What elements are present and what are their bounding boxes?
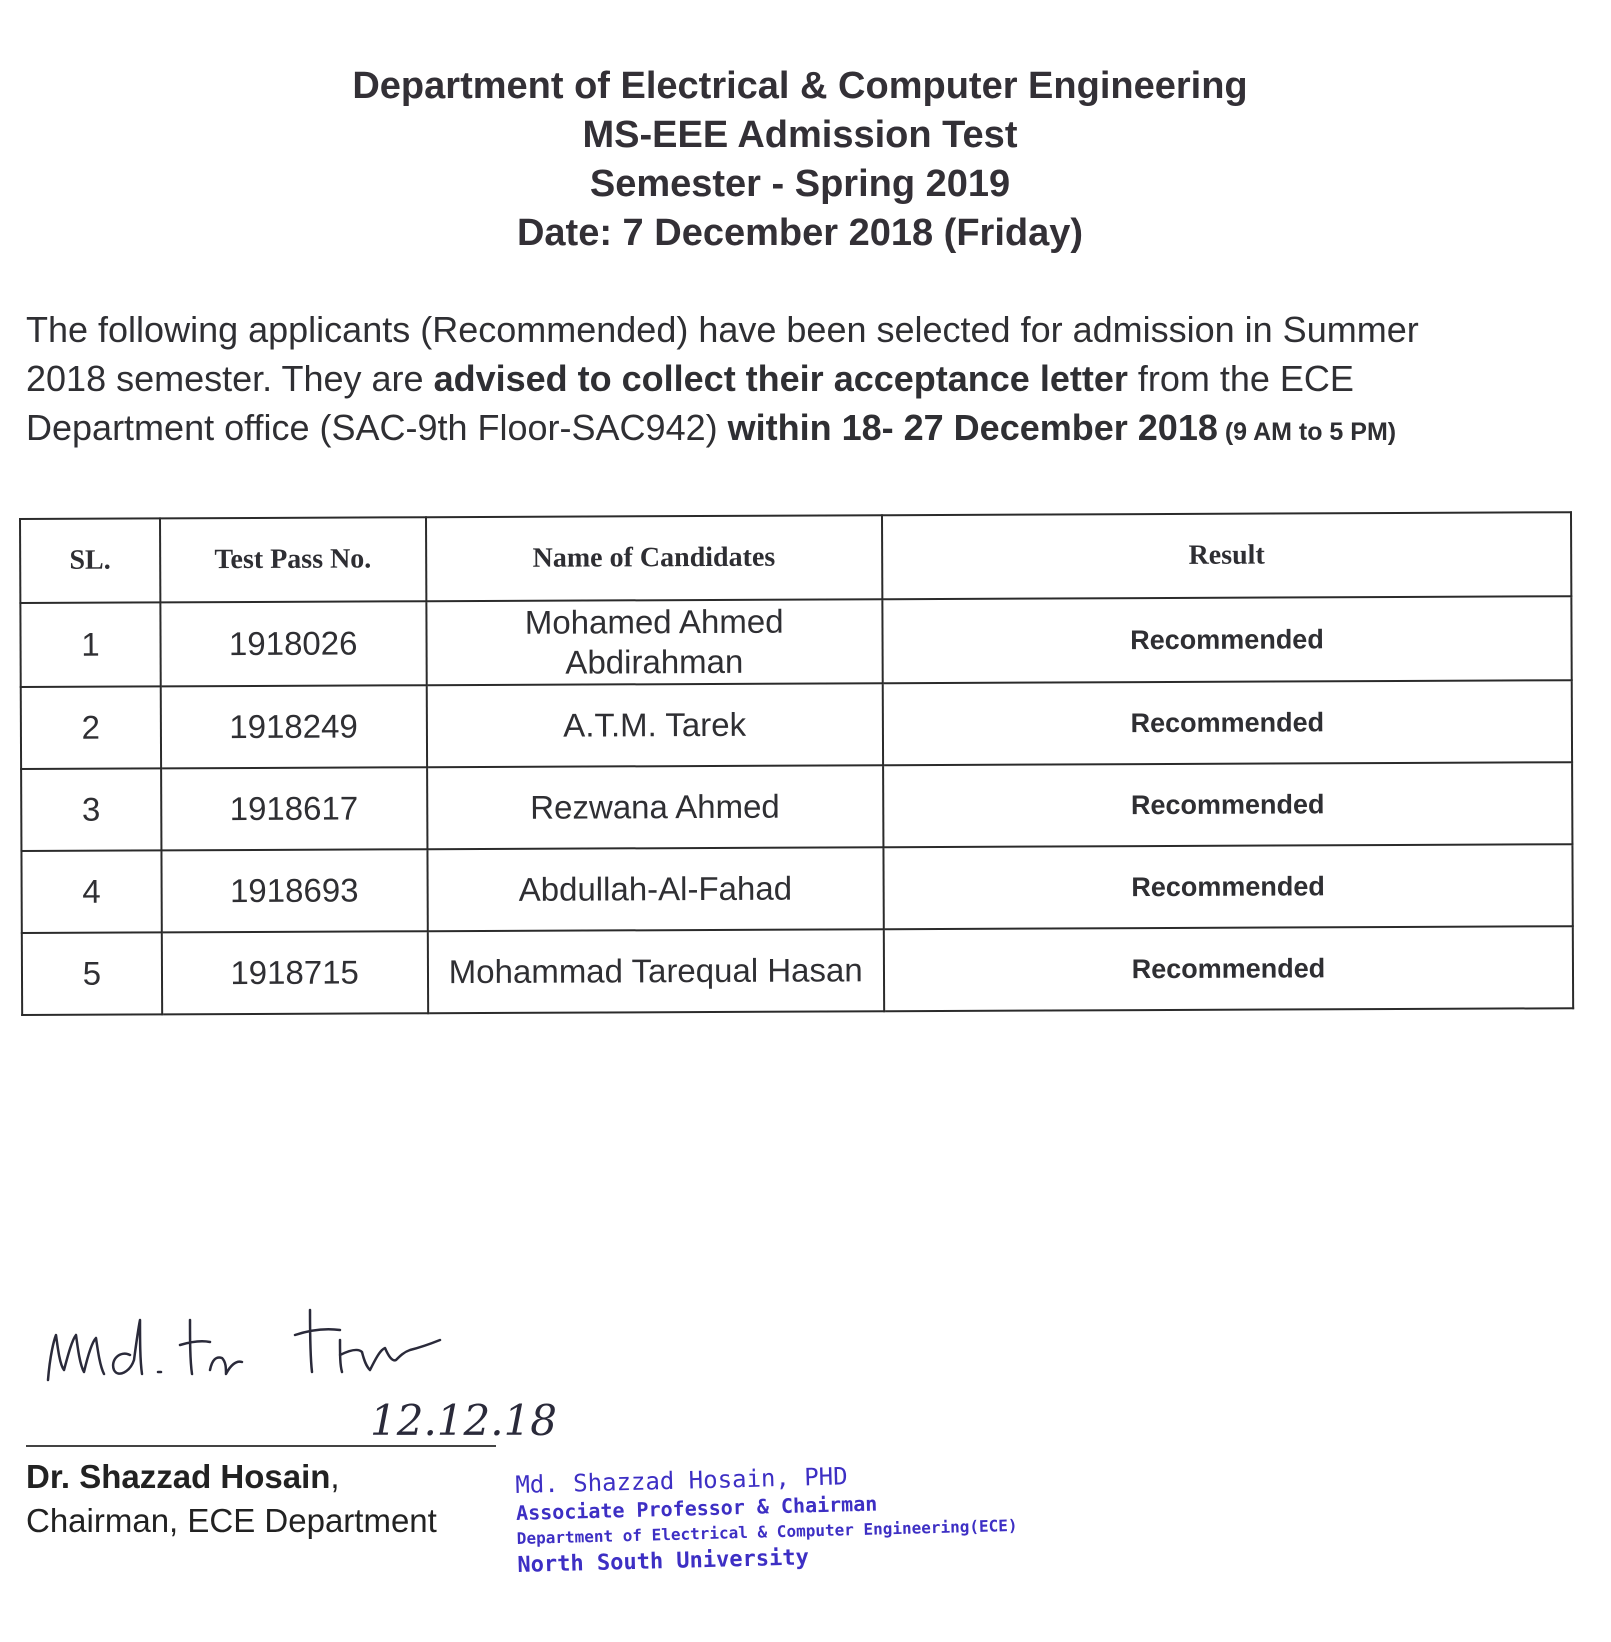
table-header-row: [20, 512, 1571, 603]
cell-sl: 1: [20, 602, 160, 687]
column-header-name: Name of Candidates: [426, 515, 883, 601]
table-row: [21, 844, 1572, 933]
document-header: [300, 62, 1300, 258]
intro-line-2: [26, 354, 1596, 403]
cell-test-pass: 1918715: [162, 931, 428, 1014]
cell-result: Recommended: [883, 762, 1572, 847]
cell-name: Rezwana Ahmed: [427, 765, 884, 849]
intro-text: from the ECE: [1127, 358, 1354, 399]
signer-name: Dr. Shazzad Hosain,: [26, 1458, 340, 1495]
stamp-university: North South University: [517, 1545, 810, 1578]
stamp-name: Md. Shazzad Hosain, PHD: [515, 1462, 848, 1499]
cell-name: [426, 599, 883, 685]
cell-test-pass: 1918617: [161, 767, 427, 850]
column-header-test-pass: Test Pass No.: [160, 517, 426, 602]
date-title: Date: 7 December 2018 (Friday): [516, 212, 1084, 254]
table-row: [21, 762, 1572, 851]
cell-sl: 2: [21, 686, 161, 769]
test-title: MS-EEE Admission Test: [582, 114, 1018, 156]
cell-sl: 4: [21, 850, 161, 933]
results-table: [19, 511, 1574, 1016]
semester-title: Semester - Spring 2019: [589, 163, 1011, 205]
intro-deadline: within 18- 27 December 2018: [727, 407, 1218, 448]
cell-sl: 3: [21, 768, 161, 851]
intro-hours: (9 AM to 5 PM): [1217, 418, 1397, 446]
cell-name: A.T.M. Tarek: [426, 683, 883, 767]
cell-test-pass: 1918026: [160, 601, 426, 686]
name-line: Mohamed Ahmed: [524, 602, 784, 641]
intro-line-3: [26, 403, 1596, 457]
cell-test-pass: 1918693: [161, 849, 427, 932]
cell-result: Recommended: [882, 596, 1571, 683]
stamp-position: Associate Professor & Chairman: [515, 1491, 878, 1525]
name-line: Abdirahman: [565, 642, 744, 681]
cell-result: Recommended: [884, 926, 1573, 1011]
column-header-sl: SL.: [20, 518, 160, 603]
cell-test-pass: 1918249: [161, 685, 427, 768]
cell-result: Recommended: [883, 680, 1572, 765]
signature-line: [26, 1445, 496, 1447]
intro-paragraph: [26, 305, 1596, 457]
svg-text:12.12.18: 12.12.18: [370, 1396, 558, 1445]
official-stamp: [515, 1457, 1019, 1580]
table-row: [22, 926, 1573, 1015]
cell-sl: 5: [22, 932, 162, 1015]
department-title: Department of Electrical & Computer Engineering: [352, 65, 1248, 107]
intro-emphasis: advised to collect their acceptance letter: [433, 358, 1128, 399]
cell-name: Mohammad Tarequal Hasan: [427, 929, 884, 1013]
stamp-department: Department of Electrical & Computer Engineering(ECE): [516, 1515, 1018, 1548]
signer-block: [26, 1455, 437, 1543]
cell-name: Abdullah-Al-Fahad: [427, 847, 884, 931]
column-header-result: Result: [882, 512, 1571, 599]
table-row: [20, 596, 1571, 687]
intro-text: 2018 semester. They are: [26, 358, 434, 399]
handwritten-signature: [40, 1300, 660, 1450]
intro-text: Department office (SAC-9th Floor-SAC942): [26, 407, 728, 448]
cell-result: Recommended: [883, 844, 1572, 929]
signer-title: Chairman, ECE Department: [26, 1502, 437, 1539]
intro-line-1: The following applicants (Recommended) have been selected for admission in Summer: [26, 309, 1419, 350]
table-row: [21, 680, 1572, 769]
